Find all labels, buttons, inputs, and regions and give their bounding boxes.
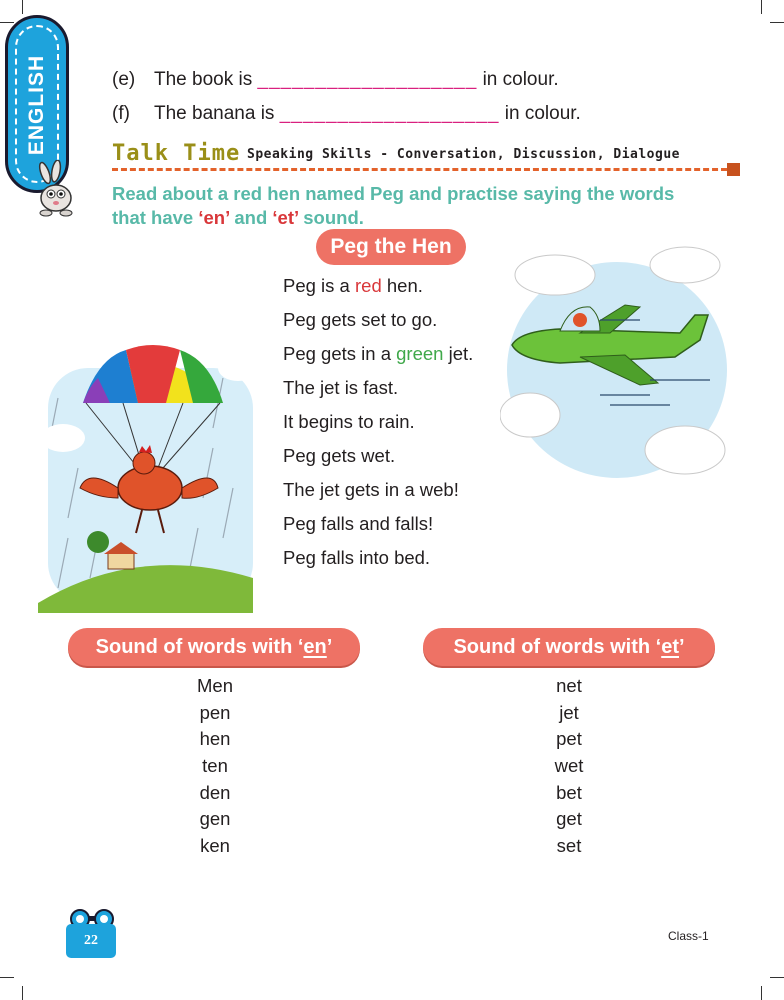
instruction-text <box>112 182 732 230</box>
en-word: ken <box>200 835 230 857</box>
en-word-list <box>155 674 275 861</box>
green-word: green <box>396 343 444 364</box>
class-label: Class-1 <box>668 929 709 943</box>
crop-mark <box>22 0 23 14</box>
heading-suffix: ’ <box>326 636 333 658</box>
et-words-heading <box>423 628 715 666</box>
sound-letters: en <box>303 636 327 658</box>
section-divider <box>112 168 727 171</box>
poem-text: jet. <box>443 343 474 364</box>
item-text-after: in colour. <box>504 103 581 124</box>
poem-text: hen. <box>381 275 423 296</box>
en-word: ten <box>202 755 228 777</box>
heading-prefix: Sound of words with ‘ <box>453 636 662 658</box>
red-word: red <box>355 275 382 296</box>
instruction-part: and <box>229 207 273 228</box>
en-word: gen <box>199 808 231 830</box>
item-marker: (e) <box>112 69 136 90</box>
poem-line: Peg gets wet. <box>283 445 396 466</box>
item-text-after: in colour. <box>482 69 559 90</box>
et-word: wet <box>554 755 584 777</box>
et-word: net <box>556 675 582 696</box>
fill-in-blank[interactable]: ___________________ <box>257 69 478 90</box>
heading-prefix: Sound of words with ‘ <box>95 636 304 658</box>
crop-mark <box>0 977 14 978</box>
subject-label: ENGLISH <box>25 54 48 156</box>
poem-text: Peg is a <box>283 275 355 296</box>
fill-in-blank[interactable]: ___________________ <box>279 103 500 124</box>
talk-time-subtitle: Speaking Skills - Conversation, Discussion, Dialogue <box>247 147 680 162</box>
item-marker: (f) <box>112 103 130 124</box>
et-word: jet <box>559 701 579 723</box>
et-word: bet <box>556 781 582 803</box>
et-word-list <box>509 674 629 861</box>
story-title: Peg the Hen <box>316 229 466 265</box>
poem-line: It begins to rain. <box>283 411 415 432</box>
et-word: get <box>556 808 582 830</box>
poem-line: Peg falls and falls! <box>283 513 434 534</box>
page-number: 22 <box>66 924 116 958</box>
item-text-before: The book is <box>154 69 253 90</box>
item-text-before: The banana is <box>154 103 275 124</box>
sound-letters: et <box>661 636 679 658</box>
talk-time-heading: Talk Time <box>112 141 241 166</box>
poem-line: The jet gets in a web! <box>283 479 459 500</box>
crop-mark <box>0 22 14 23</box>
en-word: hen <box>199 728 231 750</box>
instruction-part: sound. <box>298 207 364 228</box>
en-word: pen <box>199 701 231 723</box>
et-word: pet <box>556 728 582 750</box>
crop-mark <box>770 977 784 978</box>
story-poem <box>283 274 473 580</box>
en-word: den <box>199 781 231 803</box>
bunny-mascot-icon <box>30 160 80 218</box>
crop-mark <box>770 22 784 23</box>
divider-end-square <box>727 163 740 176</box>
instruction-part: Read about a red hen named Peg and practise saying the words <box>112 183 675 204</box>
parachute-hen-illustration <box>38 338 260 613</box>
instruction-part: that have <box>112 207 199 228</box>
poem-line <box>283 342 473 376</box>
crop-mark <box>761 0 762 14</box>
jet-plane-illustration <box>500 245 734 490</box>
crop-mark <box>761 986 762 1000</box>
exercise-item-e <box>112 69 559 91</box>
en-word: Men <box>197 675 233 696</box>
crop-mark <box>22 986 23 1000</box>
poem-text: Peg gets in a <box>283 343 397 364</box>
et-highlight: ‘et’ <box>272 207 299 228</box>
poem-line: The jet is fast. <box>283 377 399 398</box>
poem-line: Peg gets set to go. <box>283 309 438 330</box>
en-highlight: ‘en’ <box>198 207 230 228</box>
heading-suffix: ’ <box>679 636 685 658</box>
poem-line: Peg falls into bed. <box>283 547 431 568</box>
exercise-item-f <box>112 103 581 125</box>
en-words-heading <box>68 628 360 666</box>
poem-line <box>283 274 473 308</box>
et-word: set <box>556 835 582 857</box>
